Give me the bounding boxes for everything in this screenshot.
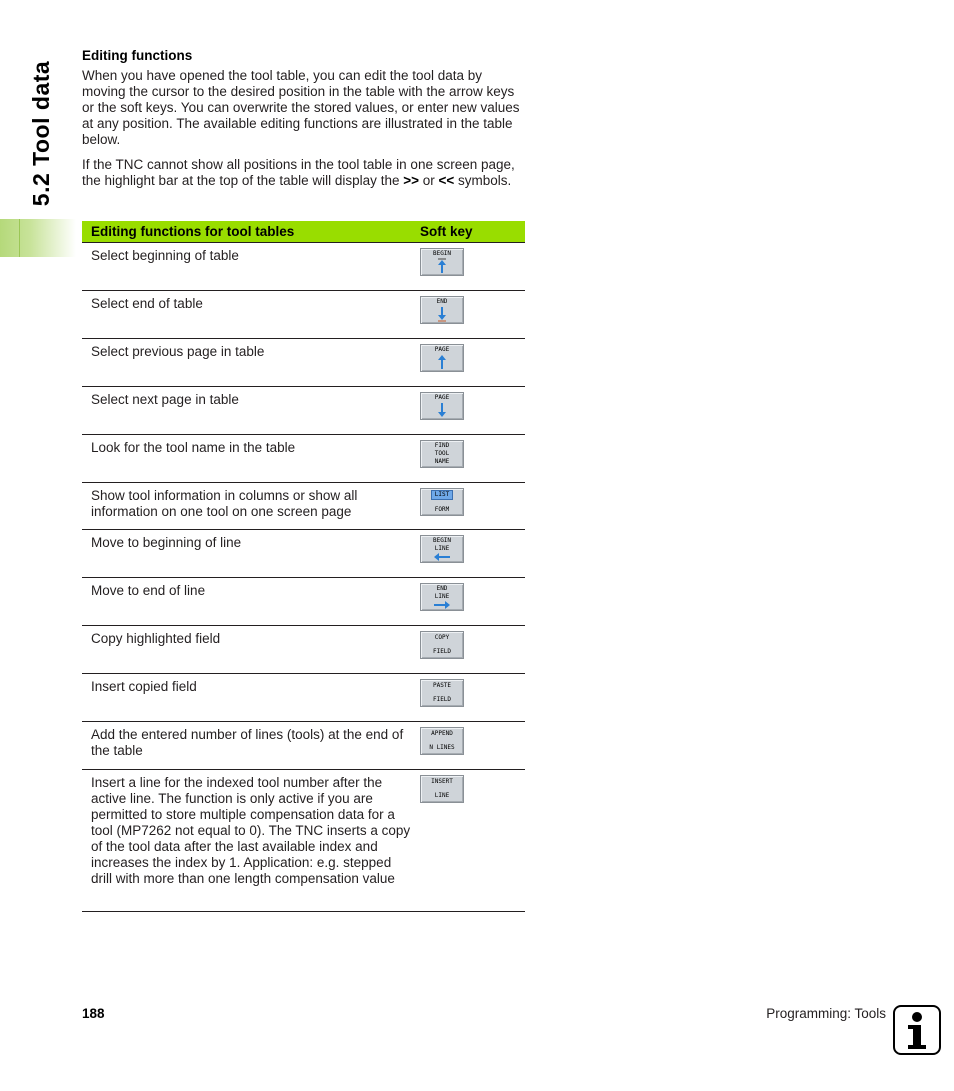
function-description: Move to end of line	[82, 578, 420, 626]
table-row	[82, 243, 525, 291]
table-row	[82, 483, 525, 530]
symbols-paragraph: If the TNC cannot show all positions in the tool table in one screen page, the highlight bar at the top of the table will display the >> or << symbols.	[82, 157, 515, 188]
table-row	[82, 626, 525, 674]
function-description: Show tool information in columns or show all information on one tool on one screen page	[82, 483, 420, 530]
editing-functions-table	[82, 221, 525, 912]
table-row	[82, 722, 525, 770]
softkey-label: PAGE	[434, 394, 450, 401]
softkey-button[interactable]	[420, 535, 464, 563]
symbol-forward: >>	[403, 173, 419, 188]
arrow-up-icon	[437, 354, 447, 370]
softkey-label: FIND	[434, 442, 450, 449]
softkey-button[interactable]	[420, 296, 464, 324]
softkey-label: PAGE	[434, 346, 450, 353]
function-description: Insert a line for the indexed tool number after the active line. The function is only active if you are permitted to store multiple compensation data for a tool (MP7262 not equal to 0). The TNC inserts a copy of the tool data after the last available index and increases the index by 1. Application: e.g. stepped drill with more than one length compensation value	[82, 770, 420, 912]
softkey-label: FIELD	[432, 696, 452, 703]
function-description: Insert copied field	[82, 674, 420, 722]
side-chapter-title: 5.2 Tool data	[28, 60, 55, 206]
softkey-button[interactable]	[420, 679, 464, 707]
softkey-button[interactable]	[420, 248, 464, 276]
footer-section: Programming: Tools	[766, 1006, 886, 1021]
softkey-label: END	[436, 298, 448, 305]
section-heading: Editing functions	[82, 48, 193, 63]
side-chapter-tab	[0, 219, 76, 257]
softkey-label: INSERT	[431, 778, 453, 785]
side-divider	[19, 219, 20, 257]
table-row	[82, 339, 525, 387]
arrow-up-bar-icon	[437, 258, 447, 274]
function-description: Add the entered number of lines (tools) at the end of the table	[82, 722, 420, 770]
softkey-button[interactable]	[420, 727, 464, 755]
main-content	[82, 48, 526, 198]
table-header-row	[82, 221, 525, 243]
softkey-label: TOOL	[434, 450, 450, 457]
softkey-label: BEGIN	[432, 537, 452, 544]
table-row	[82, 674, 525, 722]
softkey-button[interactable]	[420, 775, 464, 803]
header-function: Editing functions for tool tables	[82, 221, 420, 243]
softkey-button[interactable]	[420, 583, 464, 611]
arrow-right-icon	[433, 601, 451, 609]
softkey-label: PASTE	[432, 682, 452, 689]
function-description: Move to beginning of line	[82, 530, 420, 578]
table-row	[82, 435, 525, 483]
softkey-label: LINE	[434, 545, 450, 552]
softkey-label: LIST	[431, 490, 453, 500]
softkey-button[interactable]	[420, 440, 464, 468]
table-row	[82, 387, 525, 435]
function-description: Select previous page in table	[82, 339, 420, 387]
softkey-button[interactable]	[420, 631, 464, 659]
function-description: Select end of table	[82, 291, 420, 339]
softkey-label: APPEND	[431, 730, 453, 737]
symbol-back: <<	[438, 173, 455, 188]
intro-paragraph: When you have opened the tool table, you can edit the tool data by moving the cursor to the desired position in the table with the arrow keys or the soft keys. You can overwrite the stored values, or enter new values at any position. The available editing functions are illustrated in the table below.	[82, 68, 520, 147]
softkey-button[interactable]	[420, 392, 464, 420]
header-softkey: Soft key	[420, 221, 525, 243]
softkey-label: COPY	[434, 634, 450, 641]
softkey-label: BEGIN	[432, 250, 452, 257]
softkey-label: LINE	[434, 792, 450, 799]
function-description: Select next page in table	[82, 387, 420, 435]
softkey-button[interactable]	[420, 344, 464, 372]
softkey-label: N LINES	[429, 744, 455, 751]
arrow-down-bar-icon	[437, 306, 447, 322]
table-row	[82, 770, 525, 912]
table-row	[82, 530, 525, 578]
table-row	[82, 291, 525, 339]
softkey-label: LINE	[434, 593, 450, 600]
softkey-label: NAME	[434, 458, 450, 465]
function-description: Copy highlighted field	[82, 626, 420, 674]
table-row	[82, 578, 525, 626]
function-description: Select beginning of table	[82, 243, 420, 291]
page-number: 188	[82, 1006, 105, 1021]
softkey-button[interactable]	[420, 488, 464, 516]
softkey-label: FORM	[434, 506, 450, 513]
arrow-left-icon	[433, 553, 451, 561]
softkey-label: END	[436, 585, 448, 592]
info-icon	[893, 1005, 941, 1055]
arrow-down-icon	[437, 402, 447, 418]
function-description: Look for the tool name in the table	[82, 435, 420, 483]
softkey-label: FIELD	[432, 648, 452, 655]
